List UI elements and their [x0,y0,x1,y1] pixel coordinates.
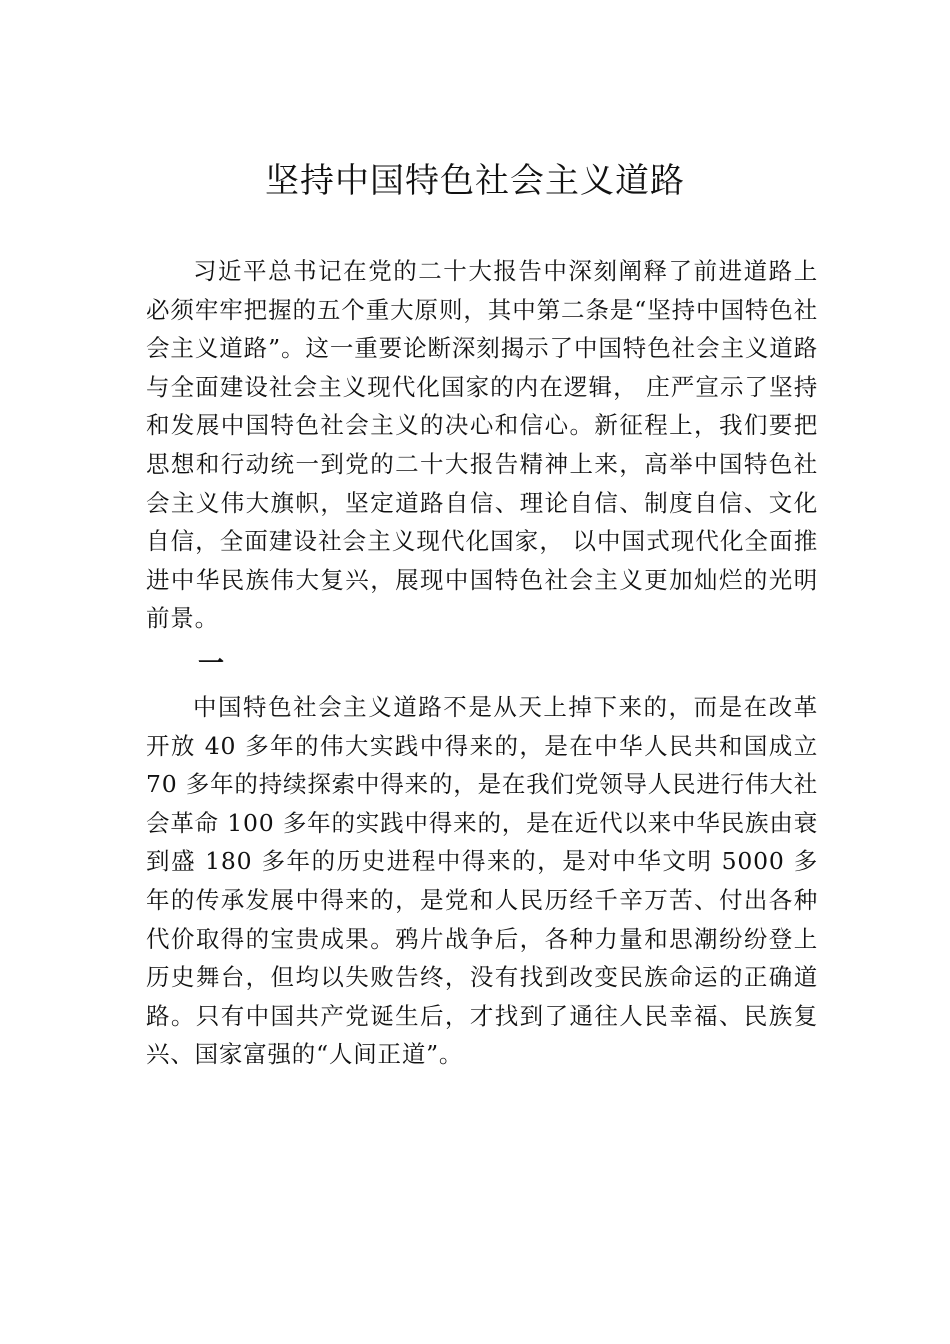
document-title: 坚持中国特色社会主义道路 [265,161,685,201]
section-heading-one: 一 [198,649,225,679]
intro-paragraph: 习近平总书记在党的二十大报告中深刻阐释了前进道路上必须牢牢把握的五个重大原则，其中第二条是“坚持中国特色社会主义道路”。这一重要论断深刻揭示了中国特色社会主义道路与全面建设社会主义现代化国家的内在逻辑， 庄严宣示了坚持和发展中国特色社会主义的决心和信心。新征程上，我们要把思想和行动统一到党的二十大报告精神上来，高举中国特色社会主义伟大旗帜，坚定道路自信、理论自信、制度自信、文化自信，全面建设社会主义现代化国家， 以中国式现代化全面推进中华民族伟大复兴，展现中国特色社会主义更加灿烂的光明前景。 [146,257,818,633]
section-one-paragraph: 中国特色社会主义道路不是从天上掉下来的，而是在改革开放 40 多年的伟大实践中得来的，是在中华人民共和国成立 70 多年的持续探索中得来的，是在我们党领导人民进行伟大社会革命 100 多年的实践中得来的，是在近代以来中华民族由衰到盛 180 多年的历史进程中得来的，是对中华文明 5000 多年的传承发展中得来的，是党和人民历经千辛万苦、付出各种代价取得的宝贵成果。鸦片战争后，各种力量和思潮纷纷登上历史舞台，但均以失败告终，没有找到改变民族命运的正确道路。只有中国共产党诞生后，才找到了通往人民幸福、民族复兴、国家富强的“人间正道”。 [146,693,818,1069]
